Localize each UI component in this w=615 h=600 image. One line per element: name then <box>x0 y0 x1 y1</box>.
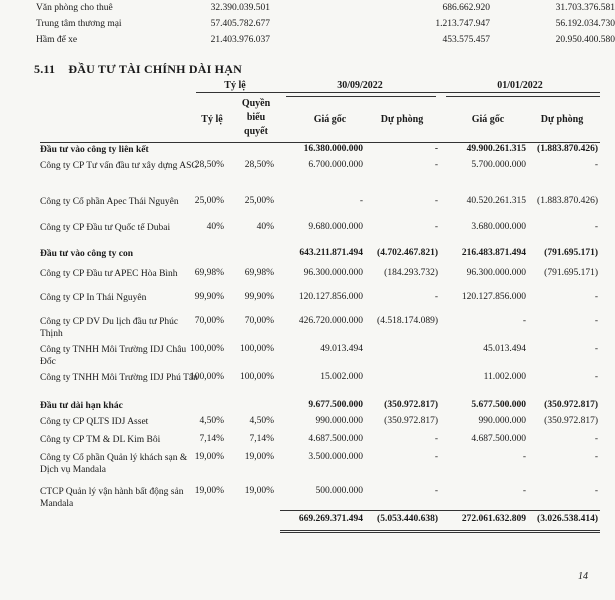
header-quyen-3: quyết <box>244 126 268 137</box>
row-du-phong-2: (1.883.870.426) <box>537 196 598 206</box>
top-row-value-2: 453.575.457 <box>442 35 490 45</box>
row-gia-goc-1: 500.000.000 <box>315 486 363 496</box>
row-ty-le: 25,00% <box>194 196 224 206</box>
row-name: Công ty TNHH Môi Trường IDJ Phú Tân <box>40 373 198 383</box>
row-gia-goc-2: 96.300.000.000 <box>466 268 526 278</box>
top-row-value-1: 32.390.039.501 <box>210 3 270 13</box>
top-table-row <box>30 16 615 32</box>
row-name: Công ty CP QLTS IDJ Asset <box>40 417 149 427</box>
row-gia-goc-1: 120.127.856.000 <box>298 292 363 302</box>
header-quyen-2: biểu <box>246 112 266 123</box>
top-row-value-3: 56.192.034.730 <box>555 19 615 29</box>
row-ty-le: 4,50% <box>199 416 224 426</box>
row-du-phong-2: (791.695.171) <box>544 268 598 278</box>
row-du-phong-1: - <box>434 486 438 496</box>
row-du-phong-2: - <box>594 316 598 326</box>
row-gia-goc-2: 120.127.856.000 <box>461 292 526 302</box>
row-gia-goc-1: 16.380.000.000 <box>303 144 363 154</box>
row-ty-le: 100,00% <box>190 372 225 382</box>
row-gia-goc-1: 96.300.000.000 <box>303 268 363 278</box>
total-du-phong-1: (5.053.440.638) <box>377 514 438 524</box>
top-row-value-1: 21.403.976.037 <box>210 35 270 45</box>
top-row-value-2: 686.662.920 <box>442 3 490 13</box>
row-du-phong-1: (350.972.817) <box>384 416 438 426</box>
row-du-phong-1: - <box>434 292 438 302</box>
row-ty-le: 28,50% <box>194 160 224 170</box>
row-du-phong-2: - <box>594 372 598 382</box>
row-gia-goc-1: 4.687.500.000 <box>308 434 363 444</box>
row-name: Công ty CP Đầu tư Quốc tế Dubai <box>40 223 171 233</box>
row-gia-goc-2: 5.700.000.000 <box>471 160 526 170</box>
row-ty-le: 40% <box>206 222 224 232</box>
row-gia-goc-1: 426.720.000.000 <box>298 316 363 326</box>
row-quyen-bieu-quyet: 99,90% <box>244 292 274 302</box>
row-ty-le: 19,00% <box>194 486 224 496</box>
row-du-phong-2: - <box>594 434 598 444</box>
section-number: 5.11 <box>34 62 56 76</box>
row-gia-goc-1: 9.680.000.000 <box>308 222 363 232</box>
row-quyen-bieu-quyet: 100,00% <box>239 372 274 382</box>
row-gia-goc-2: 40.520.261.315 <box>466 196 526 206</box>
row-gia-goc-1: 49.013.494 <box>320 344 363 354</box>
row-gia-goc-1: 6.700.000.000 <box>308 160 363 170</box>
row-du-phong-2: (350.972.817) <box>544 416 598 426</box>
row-quyen-bieu-quyet: 7,14% <box>249 434 274 444</box>
total-gia-goc-1: 669.269.371.494 <box>298 514 363 524</box>
row-du-phong-1: (350.972.817) <box>384 400 438 410</box>
row-du-phong-2: - <box>594 222 598 232</box>
top-table-row <box>30 0 615 16</box>
total-du-phong-2: (3.026.538.414) <box>537 514 598 524</box>
section-heading <box>34 62 242 77</box>
row-name: Công ty CP Đầu tư APEC Hòa Bình <box>40 269 178 279</box>
row-du-phong-1: - <box>434 222 438 232</box>
top-row-value-1: 57.405.782.677 <box>210 19 270 29</box>
header-du-phong-2: Dự phòng <box>540 114 584 125</box>
header-ty-le: Tỷ lệ <box>201 114 223 125</box>
header-quyen-1: Quyền <box>241 98 271 109</box>
total-gia-goc-2: 272.061.632.809 <box>461 514 526 524</box>
row-quyen-bieu-quyet: 4,50% <box>249 416 274 426</box>
row-gia-goc-2: - <box>522 486 526 496</box>
row-quyen-bieu-quyet: 28,50% <box>244 160 274 170</box>
top-row-name: Trung tâm thương mại <box>36 19 122 29</box>
header-date-1: 30/09/2022 <box>337 80 383 91</box>
row-quyen-bieu-quyet: 19,00% <box>244 486 274 496</box>
row-gia-goc-2: 216.483.871.494 <box>461 248 526 258</box>
row-gia-goc-2: 5.677.500.000 <box>471 400 526 410</box>
header-bottom-rule <box>40 142 600 143</box>
row-quyen-bieu-quyet: 25,00% <box>244 196 274 206</box>
row-du-phong-2: - <box>594 344 598 354</box>
row-du-phong-1: (4.702.467.821) <box>377 248 438 258</box>
header-gia-goc-2: Giá gốc <box>471 114 505 125</box>
date2-underline <box>446 96 600 97</box>
row-du-phong-1: (184.293.732) <box>384 268 438 278</box>
row-gia-goc-1: 3.500.000.000 <box>308 452 363 462</box>
row-ty-le: 19,00% <box>194 452 224 462</box>
row-gia-goc-1: - <box>359 196 363 206</box>
row-ty-le: 100,00% <box>190 344 225 354</box>
row-du-phong-1: - <box>434 160 438 170</box>
row-gia-goc-1: 15.002.000 <box>320 372 363 382</box>
total-top-rule <box>280 510 600 511</box>
row-name: Công ty Cổ phần Apec Thái Nguyên <box>40 197 179 207</box>
row-du-phong-1: - <box>434 434 438 444</box>
section-title: ĐẦU TƯ TÀI CHÍNH DÀI HẠN <box>68 62 242 76</box>
row-name: Đầu tư vào công ty liên kết <box>40 145 149 155</box>
row-du-phong-2: - <box>594 486 598 496</box>
top-row-value-2: 1.213.747.947 <box>435 19 490 29</box>
row-du-phong-2: (791.695.171) <box>544 248 598 258</box>
top-row-name: Hầm để xe <box>36 35 78 45</box>
row-name: Công ty CP In Thái Nguyên <box>40 293 147 303</box>
header-ty-le-group: Tỷ lệ <box>224 80 246 91</box>
row-du-phong-2: - <box>594 452 598 462</box>
row-du-phong-2: - <box>594 292 598 302</box>
header-gia-goc-1: Giá gốc <box>313 114 347 125</box>
header-date-2: 01/01/2022 <box>497 80 543 91</box>
row-gia-goc-2: - <box>522 316 526 326</box>
top-row-value-3: 20.950.400.580 <box>555 35 615 45</box>
row-name: Công ty CP Tư vấn đầu tư xây dựng ASC <box>40 161 198 171</box>
row-gia-goc-2: 4.687.500.000 <box>471 434 526 444</box>
row-name: Đầu tư vào công ty con <box>40 249 134 259</box>
row-du-phong-1: - <box>434 452 438 462</box>
row-gia-goc-1: 990.000.000 <box>315 416 363 426</box>
date1-underline <box>286 96 436 97</box>
row-quyen-bieu-quyet: 19,00% <box>244 452 274 462</box>
row-du-phong-1: - <box>434 196 438 206</box>
total-bottom-rule-1 <box>280 530 600 531</box>
row-ty-le: 7,14% <box>199 434 224 444</box>
row-quyen-bieu-quyet: 70,00% <box>244 316 274 326</box>
top-table <box>30 0 615 48</box>
row-name: Đầu tư dài hạn khác <box>40 401 123 411</box>
row-du-phong-1: (4.518.174.089) <box>377 316 438 326</box>
row-quyen-bieu-quyet: 69,98% <box>244 268 274 278</box>
page-number: 14 <box>578 571 588 582</box>
total-bottom-rule-2 <box>280 532 600 533</box>
row-name: Công ty TNHH Môi Trường IDJ Châu Đốc <box>40 345 187 367</box>
row-gia-goc-2: 49.900.261.315 <box>466 144 526 154</box>
row-du-phong-1: - <box>434 144 438 154</box>
row-name: CTCP Quản lý vận hành bất động sản Mandala <box>40 487 184 509</box>
top-row-value-3: 31.703.376.581 <box>555 3 615 13</box>
row-gia-goc-1: 643.211.871.494 <box>299 248 363 258</box>
row-du-phong-2: (350.972.817) <box>544 400 598 410</box>
row-gia-goc-1: 9.677.500.000 <box>308 400 363 410</box>
row-quyen-bieu-quyet: 100,00% <box>239 344 274 354</box>
row-du-phong-2: - <box>594 160 598 170</box>
top-table-row <box>30 32 615 48</box>
row-name: Công ty CP DV Du lịch đầu tư Phúc Thịnh <box>40 317 179 339</box>
header-du-phong-1: Dự phòng <box>380 114 424 125</box>
header-top-rule <box>196 92 600 93</box>
row-name: Công ty Cổ phần Quản lý khách sạn & Dịch vụ Mandala <box>40 453 188 475</box>
row-ty-le: 70,00% <box>194 316 224 326</box>
row-ty-le: 99,90% <box>194 292 224 302</box>
row-gia-goc-2: - <box>522 452 526 462</box>
row-gia-goc-2: 3.680.000.000 <box>471 222 526 232</box>
row-ty-le: 69,98% <box>194 268 224 278</box>
row-name: Công ty CP TM & DL Kim Bôi <box>40 435 161 445</box>
top-row-name: Văn phòng cho thuê <box>36 3 113 13</box>
row-du-phong-2: (1.883.870.426) <box>537 144 598 154</box>
row-quyen-bieu-quyet: 40% <box>256 222 274 232</box>
row-gia-goc-2: 45.013.494 <box>483 344 526 354</box>
row-gia-goc-2: 990.000.000 <box>478 416 526 426</box>
row-gia-goc-2: 11.002.000 <box>483 372 526 382</box>
